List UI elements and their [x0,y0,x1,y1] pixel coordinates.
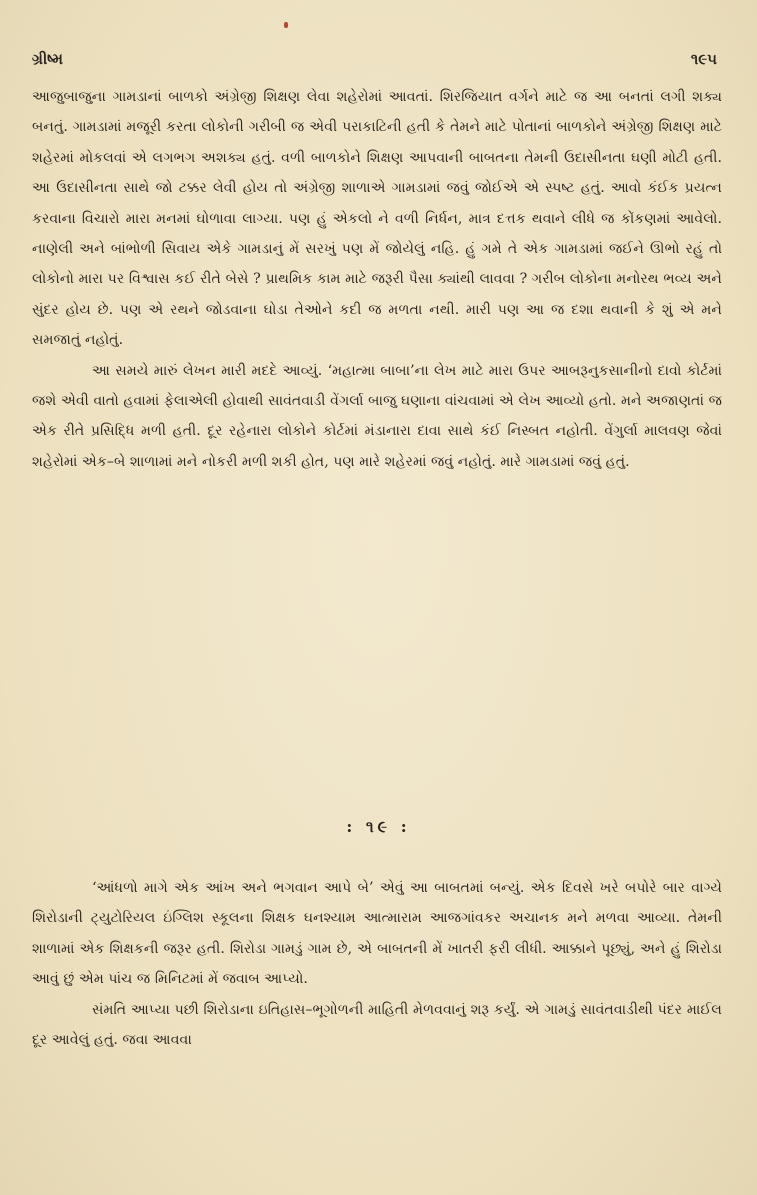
paragraph-3: ‘આંધળો માગે એક આંખ અને ભગવાન આપે બે’ એવું આ બાબતમાં બન્યું. એક દિવસે ખરે બપોરે બાર વાગ્યે શિરોડાની ટ્યુટોરિયલ ઇંગ્લિશ સ્કૂલના શિક્ષક ઘનશ્યામ આત્મારામ આજગાંવકર અચાનક મને મળવા આવ્યા. તેમની શાળામાં એક શિક્ષકની જરૂર હતી. શિરોડા ગામડું ગામ છે, એ બાબતની મેં ખાતરી ફરી લીધી. આક્કાને પૂછ્યું, અને હું શિરોડા આવું છું એમ પાંચ જ મિનિટમાં મેં જવાબ આપ્યો. [32,880,722,988]
section-2-body [32,873,722,1055]
paragraph-4: સંમતિ આપ્યા પછી શિરોડાના ઇતિહાસ–ભૂગોળની માહિતી મેળવવાનું શરૂ કર્યું. એ ગામડું સાવંતવાડીથી પંદર માઈલ દૂર આવેલું હતું. જવા આવવા [32,1001,722,1049]
chapter-number: : ૧૯ : [346,817,411,836]
section-1-body [32,82,722,477]
running-head: ગ્રીષ્મ [32,50,63,68]
paragraph-1: આજુબાજુના ગામડાનાં બાળકો અંગ્રેજી શિક્ષણ લેવા શહેરોમાં આવતાં. શિરજિયાત વર્ગને માટે જ આ બનતાં લગી શક્ય બનતું. ગામડામાં મજૂરી કરતા લોકોની ગરીબી જ એવી પરાકાટિની હતી કે તેમને માટે પોતાનાં બાળકોને અંગ્રેજી શિક્ષણ માટે શહેરમાં મોકલવાં એ લગભગ અશક્ય હતું. વળી બાળકોને શિક્ષણ આપવાની બાબતના તેમની ઉદાસીનતા ઘણી મોટી હતી. આ ઉદાસીનતા સાથે જો ટક્કર લેવી હોય તો અંગ્રેજી શાળાએ ગામડામાં જવું જોઈએ એ સ્પષ્ટ હતું. આવો કંઈક પ્રયત્ન કરવાના વિચારો મારા મનમાં ઘોળાવા લાગ્યા. પણ હું એકલો ને વળી નિર્ધન, માત્ર દત્તક થવાને લીધે જ કોંકણમાં આવેલો. નાણેલી અને બાંભોળી સિવાય એકે ગામડાનું મેં સરખું પણ મેં જોયેલું નહિ. હું ગમે તે એક ગામડામાં જઈને ઊભો રહું તો લોકોનો મારા પર વિશ્વાસ કઈ રીતે બેસે ? પ્રાથમિક કામ માટે જરૂરી પૈસા ક્યાંથી લાવવા ? ગરીબ લોકોના મનોરથ ભવ્ય અને સુંદર હોય છે. પણ એ રથને જોડવાના ઘોડા તેઓને કદી જ મળતા નથી. મારી પણ આ જ દશા થવાની કે શું એ મને સમજાતું નહોતું. [32,89,722,349]
page-header [32,50,717,74]
page-number: ૧૯૫ [690,50,717,68]
paragraph-2: આ સમયે મારું લેખન મારી મદદે આવ્યું. ‘મહાત્મા બાબા’ના લેખ માટે મારા ઉપર આબરૂનુકસાનીનો દાવો કોર્ટમાં જશે એવી વાતો હવામાં ફેલાએલી હોવાથી સાવંતવાડી વેંગર્લા બાજુ ઘણાના વાંચવામાં એ લેખ આવ્યો હતો. મને અજાણતાં જ એક રીતે પ્રસિદ્ધિ મળી હતી. દૂર રહેનારા લોકોને કોર્ટમાં મંડાનારા દાવા સાથે કંઈ નિસ્બત નહોતી. વેંગુર્લા માલવણ જેવાં શહેરોમાં એક–બે શાળામાં મને નોકરી મળી શકી હોત, પણ મારે શહેરમાં જવું નહોતું. મારે ગામડામાં જવું હતું. [32,362,722,470]
ink-spot [284,22,288,28]
